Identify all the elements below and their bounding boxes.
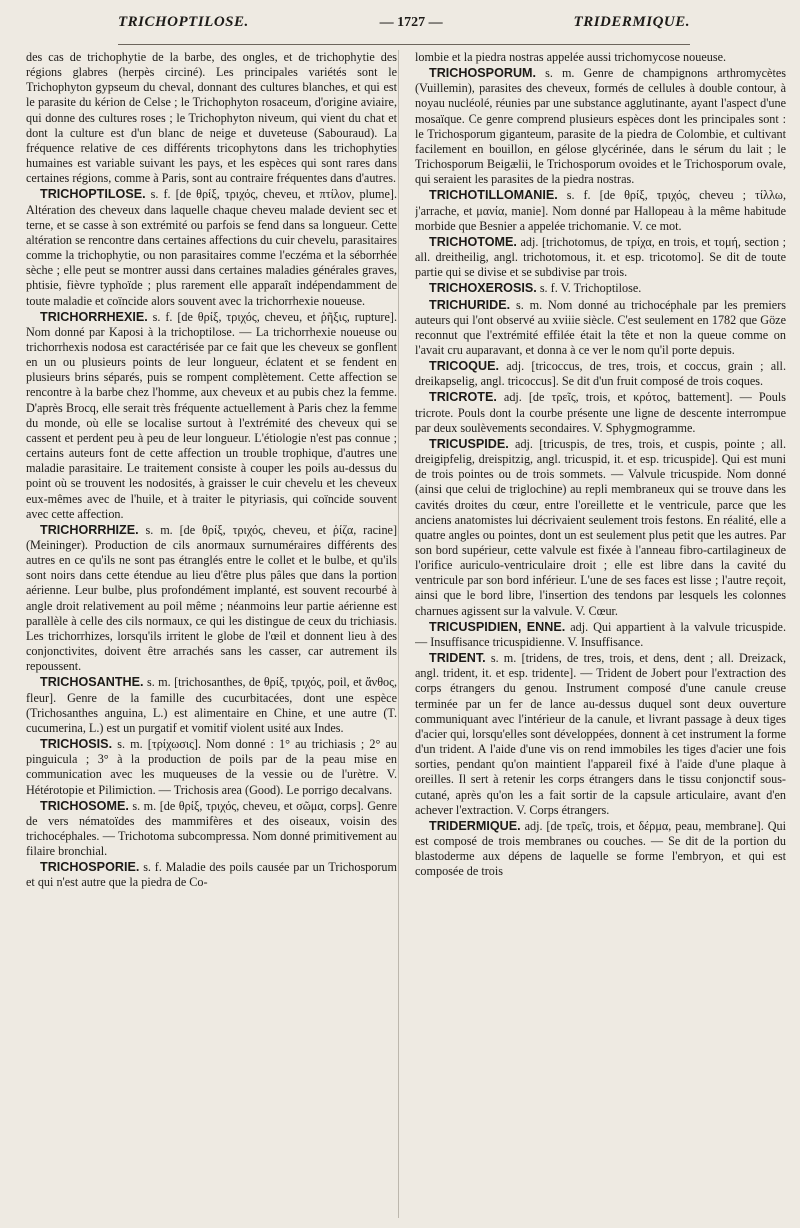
entry-headword: TRIDERMIQUE. — [429, 818, 521, 833]
page-header — [118, 14, 690, 45]
continued-text — [26, 50, 397, 186]
dictionary-entry — [415, 359, 786, 389]
page-number: — 1727 — — [379, 15, 443, 30]
entry-text: s. f. [de θρίξ, τριχός, cheveu, et ῥῆξις, rupture]. Nom donné par Kaposi à la trichoptilose. — La trichorrhexie noueuse ou trichorrhexis nodosa est caractérisée par ce fait que les cheveux se gonflent en un ou plusieurs points de leur longueur, éclatent et se fendent en plusieurs brins séparés, puis se rompent complètement. Cette affection se rencontre à la barbe chez l'homme, aux cheveux et au pubis chez la femme. D'après Brocq, elle serait très fréquente actuellement à Paris chez la femme du monde, où elle se localise surtout à l'extrémité des cheveux qui se cassent et perdent peu à peu de leur longueur. L'étiologie n'est pas connue ; certains auteurs font de cette affection un trouble trophique, d'autres une maladie parasitaire. Le traitement consiste à couper les poils au-dessus du point où se trouvent les nodosités, à graisser le cuir chevelu et les cheveux eux-mêmes avec de l'huile, et à traiter le pityriasis, qui coïncide souvent avec cette affection. — [26, 309, 397, 521]
entry-headword: TRICHOPTILOSE. — [40, 187, 146, 202]
dictionary-entry — [26, 860, 397, 890]
entry-text: s. f. [de θρίξ, τριχός, cheveu ; τίλλω, j'arrache, et μανία, manie]. Nom donné par Hallopeau à la même habitude morbide que Besnier a appelée trichomanie. V. ce mot. — [415, 188, 786, 233]
dictionary-entry — [415, 188, 786, 233]
entry-text: s. f. V. Trichoptilose. — [539, 281, 642, 296]
dictionary-entry — [26, 523, 397, 675]
entry-text: s. m. Nom donné au trichocéphale par les premiers auteurs qui l'ont observé au xviiie siècle. C'est seulement en 1782 que Göze reconnut que l'extrémité effilée était la tête et non la queue comme on l'avait cru auparavant, et donna à ce ver le nom qu'il porte depuis. — [415, 297, 786, 357]
dictionary-entry — [415, 66, 786, 187]
entry-text: s. m. [de θρίξ, τριχός, cheveu, et σῶμα, corps]. Genre de vers nématoïdes des mammifères et des oiseaux, voisin des trichocéphales. — Trichotoma subcompressa. Nom donné primitivement au filaire bronchial. — [26, 798, 397, 859]
entry-headword: TRICOQUE. — [429, 359, 499, 374]
dictionary-entry — [415, 437, 786, 619]
entry-headword: TRICUSPIDIEN, ENNE. — [429, 619, 566, 634]
entry-text: s. m. [de θρίξ, τριχός, cheveu, et ῥίζα, racine] (Meininger). Production de cils anormaux surnuméraires différents des autres en ce qu'ils ne sont pas étranglés entre le collet et le bulbe, et qu'ils sont noirs dans cette étendue au lieu d'être plus pâles que dans la portion aérienne. Leur bulbe, plus profondément implanté, est souvent recourbé à angle droit relativement au poil même ; néanmoins leur partie aérienne est parallèle à celle des cils normaux, ce qui les distingue de ceux du trichiasis. Les trichorrhizes, lorsqu'ils irritent le globe de l'œil et donnent lieu à des conjonctivites, doivent être arrachés sans les casser, car autrement ils repoussent. — [26, 522, 397, 674]
entry-text: lombie et la piedra nostras appelée aussi trichomycose noueuse. — [415, 50, 727, 64]
dictionary-entry — [415, 819, 786, 880]
dictionary-entry — [26, 799, 397, 860]
text-columns — [26, 50, 786, 1222]
dictionary-entry — [415, 298, 786, 359]
entry-text: s. m. [tridens, de tres, trois, et dens, dent ; all. Dreizack, angl. trident, it. et esp. tridente]. — Trident de Jobert pour l'extraction des corps étrangers du genou. Instrument composé d'une canule creuse terminée par un fer de lance au-dessus duquel sont deux ouverture communiquant avec l'intérieur de la canule, et livrant passage à deux tiges d'acier qui, lorsqu'elles sont développées, donnent à cet instrument la forme d'un trident. A l'aide d'une vis on rend immobiles les tiges d'acier une fois sorties, pendant qu'on maintient l'appareil fixé à l'aide d'une plaque à oreilles. Il sert à retenir les corps étrangers dans le tissu conjonctif sous-cutané, après qu'on les a fait sortir de la capsule articulaire, avant d'en achever l'extraction. V. Corps étrangers. — [415, 651, 786, 817]
left-column — [26, 50, 397, 1222]
entry-text: adj. [de τρεῖς, trois, et δέρμα, peau, membrane]. Qui est composé de trois membranes ou couches. — Se dit de la portion du blastoderme aux dépens de laquelle se forme l'embryon, et qui est composée de trois — [415, 818, 786, 879]
entry-headword: TRICHOSOME. — [40, 798, 129, 813]
dictionary-entry — [415, 235, 786, 280]
entry-text: s. m. Genre de champignons arthromycètes (Vuillemin), parasites des cheveux, formés de cellules à double contour, à noyau nucléolé, réunies par une substance agglutinante, ayant l'aspect d'une mosaïque. Ce genre comprend plusieurs espèces dont les principales sont : le Trichosporum giganteum, parasite de la piedra de Colombie, et cultivant facilement en bouillon, en gélose glycérinée, dans le sérum du lait ; le Trichosporum Beigælii, le Trichosporum ovoides et le Trichosporum ovale, qui seraient les parasites de la piedra nostras. — [415, 66, 786, 187]
entry-text: adj. Qui appartient à la valvule tricuspide. — Insuffisance tricuspidienne. V. Insuffisance. — [415, 619, 786, 649]
dictionary-entry — [415, 281, 786, 296]
entry-text: s. m. [trichosanthes, de θρίξ, τριχός, poil, et ἄνθος, fleur]. Genre de la famille des cucurbitacées, dont une espèce (Trichosanthes anguina, L.) est alimentaire en Chine, et une autre (T. cucumerina, L.) est un purgatif et vomitif violent usité aux Indes. — [26, 675, 397, 735]
dictionary-entry — [415, 390, 786, 435]
entry-headword: TRIDENT. — [429, 651, 486, 666]
column-divider — [398, 50, 399, 1218]
entry-text: s. f. Maladie des poils causée par un Trichosporum et qui n'est autre que la piedra de Co- — [26, 860, 397, 890]
entry-headword: TRICUSPIDE. — [429, 436, 509, 451]
dictionary-entry — [26, 310, 397, 522]
entry-text: adj. [trichotomus, de τρίχα, en trois, et τομή, section ; all. dreitheilig, angl. trichotomous, it. et esp. tricotomo]. Se dit de toute partie qui se divise et se subdivise par trois. — [415, 234, 786, 280]
entry-headword: TRICHOSPORIE. — [40, 860, 140, 875]
entry-headword: TRICHOSANTHE. — [40, 675, 144, 690]
entry-text: s. f. [de θρίξ, τριχός, cheveu, et πτίλον, plume]. Altération des cheveux dans laquelle chaque cheveu malade devient sec et terne, et se casse à son extrémité ou parfois se fend dans sa longueur. Cette altération se rencontre dans certaines affections du cuir chevelu, parasitaires comme la trichophytie, ou non parasitaires comme l'eczéma et la séborrhée sèche ; elle peut se montrer aussi dans certaines maladies générales graves, phtisie, fièvre typhoïde ; plus rarement elle apparaît indépendamment de toute maladie et coïncide alors souvent avec la trichorrhexie noueuse. — [26, 187, 397, 308]
dictionary-entry — [415, 620, 786, 650]
header-right-guideword: TRIDERMIQUE. — [573, 14, 690, 30]
entry-headword: TRICHOSPORUM. — [429, 66, 537, 81]
dictionary-entry — [26, 675, 397, 736]
entry-headword: TRICHOTOME. — [429, 234, 517, 249]
entry-text: adj. [de τρεῖς, trois, et κρότος, battement]. — Pouls tricrote. Pouls dont la courbe présente une ligne de descente interrompue par deux soulèvements secondaires. V. Sphygmogramme. — [415, 390, 786, 435]
entry-headword: TRICHOSIS. — [40, 737, 113, 752]
entry-headword: TRICHORRHIZE. — [40, 522, 139, 537]
entry-headword: TRICROTE. — [429, 390, 497, 405]
right-column — [415, 50, 786, 1222]
continued-text — [415, 50, 786, 65]
entry-text: adj. [tricuspis, de tres, trois, et cuspis, pointe ; all. dreigipfelig, dreispitzig, angl. tricuspid, it. et esp. tricuspide]. Qui est muni de trois pointes ou de trois sommets. — Valvule tricuspide. Nom donné (ainsi que celui de triglochine) au repli membraneux qui se trouve dans les cavités droites du cœur, entre l'oreillette et le ventricule, parce que les anciens anatomistes lui décrivaient seulement trois festons. En réalité, elle a quatre angles ou pointes, dont un est seulement plus petit que les autres. Par son bord supérieur, cette valvule est fixée à l'anneau fibro-cartilagineux de l'orifice auriculo-ventriculaire droit ; elle est libre dans la cavité du ventricule par son bord inférieur. L'une de ses faces est lisse ; l'autre reçoit, ainsi que le bord libre, l'insertion des tendons par lesquels les colonnes charnues agissent sur la valvule. V. Cœur. — [415, 436, 786, 618]
dictionary-entry — [26, 737, 397, 798]
entry-text: adj. [tricoccus, de tres, trois, et coccus, grain ; all. dreikapselig, angl. tricoccus]. Se dit d'un fruit composé de trois coques. — [415, 359, 786, 389]
header-left-guideword: TRICHOPTILOSE. — [118, 14, 249, 30]
dictionary-entry — [415, 651, 786, 818]
dictionary-entry — [26, 187, 397, 308]
entry-text: s. m. [τρίχωσις]. Nom donné : 1° au trichiasis ; 2° au pinguicula ; 3° à la production de poils par de la peau mise en communication avec les muqueuses de la vessie ou de l'urètre. V. Hétérotopie et Pilimiction. — Trichosis area (Good). Le porrigo decalvans. — [26, 737, 397, 797]
entry-text: des cas de trichophytie de la barbe, des ongles, et de trichophytie des régions glabres (herpès circiné). Les principales variétés sont le Trichophyton gypseum du cheval, donnant des cultures blanches, et qui est le parasite du kérion de Celse ; le Trichophyton rosaceum, d'origine aviaire, qui donne des cultures roses ; le Trichophyton niveum, qui vient du chat et dont la culture est d'un blanc de neige et duveteuse (Sabouraud). La fréquence relative de ces différents tricophytons dans les trichophyties humaines est variable suivant les pays, et les espèces qui sont rares dans certaines régions, comme à Paris, sont au contraire fréquentes dans d'autres. — [26, 50, 397, 186]
entry-headword: TRICHOXEROSIS. — [429, 281, 537, 296]
entry-headword: TRICHORRHEXIE. — [40, 309, 148, 324]
entry-headword: TRICHOTILLOMANIE. — [429, 188, 558, 203]
entry-headword: TRICHURIDE. — [429, 297, 511, 312]
